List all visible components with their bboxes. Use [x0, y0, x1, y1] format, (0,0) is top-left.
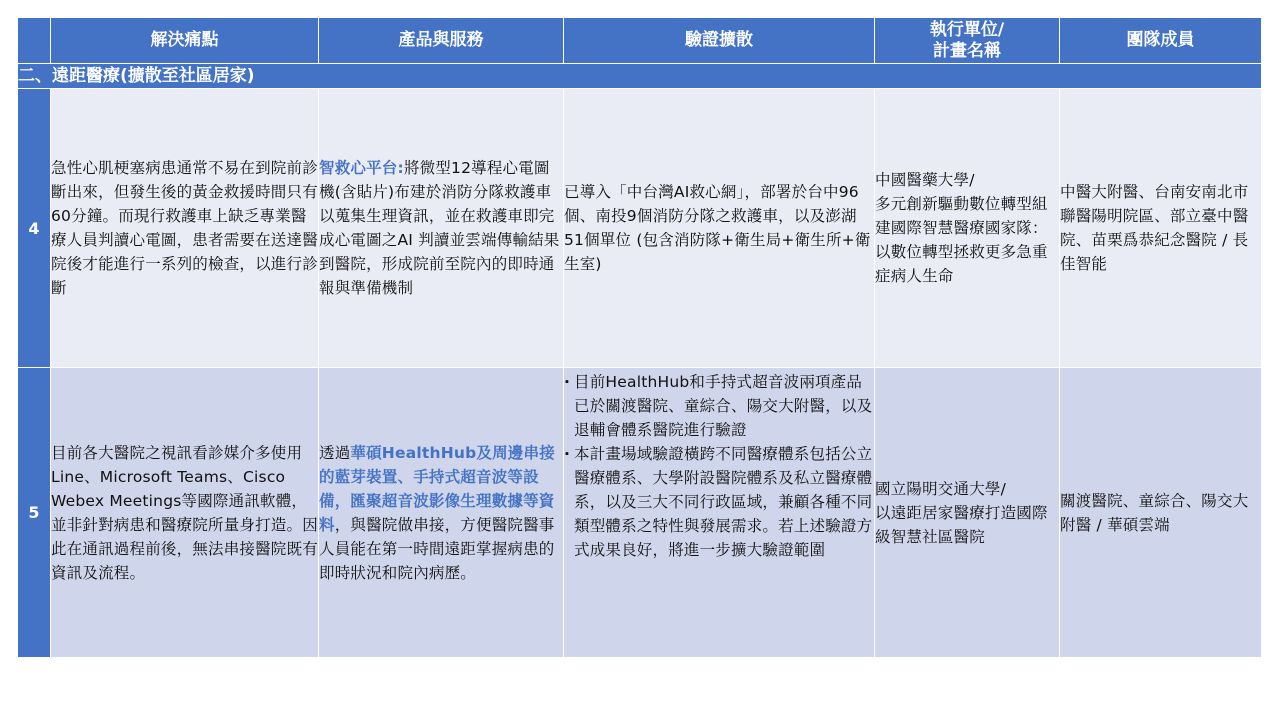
verification-item: · 目前HealthHub和手持式超音波兩項產品已於關渡醫院、童綜合、陽交大附醫，以及退輔會體系醫院進行驗證: [564, 370, 874, 442]
verification-item: · 本計畫場域驗證橫跨不同醫療體系包括公立醫療體系、大學附設醫院體系及私立醫療體系，以及三大不同行政區域，兼顧各種不同類型體系之特性與發展需求。若上述驗證方式成果良好，將進一步擴大驗證範圍: [564, 442, 874, 562]
header-team: 團隊成員: [1060, 18, 1262, 64]
section-title: 二、遠距醫療(擴散至社區居家): [18, 64, 1262, 89]
header-unit-line1: 執行單位/: [929, 19, 1005, 40]
team-cell: 關渡醫院、童綜合、陽交大附醫 / 華碩雲端: [1060, 368, 1262, 658]
verification-list: [564, 370, 874, 562]
row-number: 5: [18, 368, 51, 658]
section-row: [18, 64, 1262, 89]
product-text: ，與醫院做串接，方便醫院醫事人員能在第一時間遠距掌握病患的即時狀況和院內病歷。: [319, 515, 555, 582]
project-table: [17, 17, 1262, 658]
header-row: [18, 18, 1262, 64]
unit-name: 中國醫藥大學/: [875, 171, 975, 189]
verification-cell: [564, 368, 875, 658]
plan-name: 多元創新驅動數位轉型組建國際智慧醫療國家隊：以數位轉型拯救更多急重症病人生命: [875, 195, 1048, 285]
table-row: [18, 368, 1262, 658]
unit-cell: [875, 89, 1060, 368]
pain-point-cell: 急性心肌梗塞病患通常不易在到院前診斷出來，但發生後的黃金救援時間只有60分鐘。而現行救護車上缺乏專業醫療人員判讀心電圖，患者需要在送達醫院後才能進行一系列的檢查，以進行診斷: [51, 89, 319, 368]
unit-name: 國立陽明交通大學/: [875, 479, 1007, 498]
plan-name: 以遠距居家醫療打造國際級智慧社區醫院: [875, 503, 1048, 546]
product-prefix: 透過: [319, 443, 351, 462]
header-product: 產品與服務: [319, 18, 564, 64]
header-unit-line2: 計畫名稱: [933, 40, 1001, 61]
header-number: [18, 18, 51, 64]
pain-point-cell: 目前各大醫院之視訊看診媒介多使用 Line、Microsoft Teams、Cisco Webex Meetings等國際通訊軟體，並非針對病患和醫療院所量身打造。因此在通訊過程前後，無法串接醫院既有資訊及流程。: [51, 368, 319, 658]
product-text: 將微型12導程心電圖機(含貼片)布建於消防分隊救護車以蒐集生理資訊，並在救護車即完成心電圖之AI 判讀並雲端傳輸結果到醫院，形成院前至院內的即時通報與準備機制: [319, 159, 560, 297]
product-cell: [319, 368, 564, 658]
header-pain-point: 解決痛點: [51, 18, 319, 64]
row-number: 4: [18, 89, 51, 368]
header-verification: 驗證擴散: [564, 18, 875, 64]
table-row: [18, 89, 1262, 368]
product-cell: [319, 89, 564, 368]
product-highlight: 華碩HealthHub及周邊串接的藍芽裝置、手持式超音波等設備，匯聚超音波影像生理數據等資料: [319, 443, 555, 534]
verification-cell: 已導入「中台灣AI救心網」，部署於台中96個、南投9個消防分隊之救護車，以及澎湖51個單位 (包含消防隊+衛生局+衛生所+衛生室): [564, 89, 875, 368]
product-highlight: 智救心平台:: [319, 159, 404, 177]
header-unit: [875, 18, 1060, 64]
team-cell: 中醫大附醫、台南安南北市聯醫陽明院區、部立臺中醫院、苗栗爲恭紀念醫院 / 長佳智能: [1060, 89, 1262, 368]
unit-cell: [875, 368, 1060, 658]
